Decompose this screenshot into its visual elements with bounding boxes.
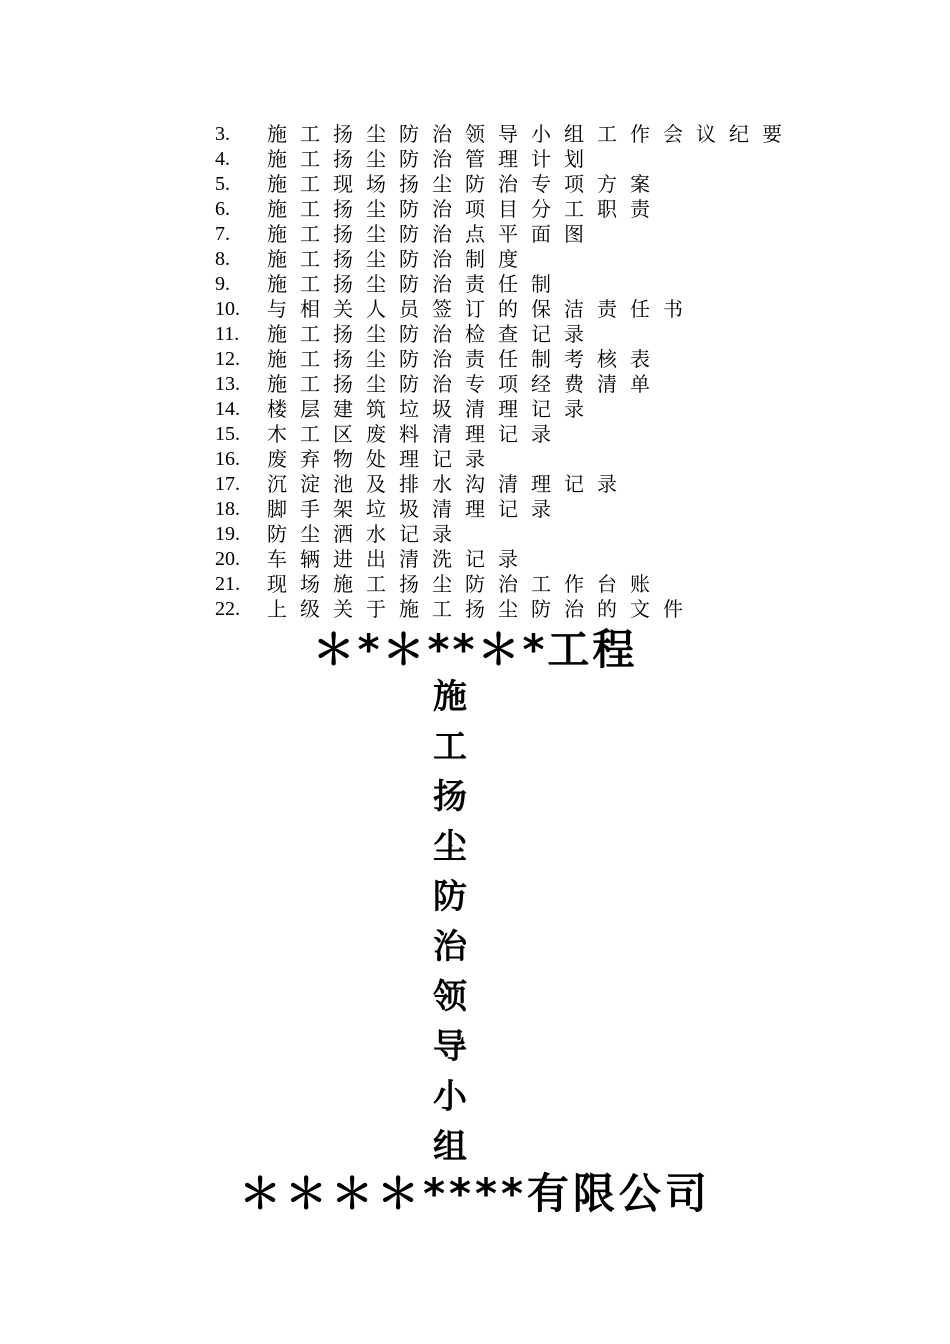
vertical-title xyxy=(425,672,475,1172)
toc-item-title: 防尘洒水记录 xyxy=(267,522,465,546)
toc-item xyxy=(215,472,815,497)
vertical-title-char: 尘 xyxy=(433,827,467,867)
toc-item-number: 12. xyxy=(215,348,240,370)
toc-item-number: 7. xyxy=(215,223,230,245)
toc-item xyxy=(215,397,815,422)
vertical-title-char: 组 xyxy=(433,1127,467,1167)
toc-item xyxy=(215,372,815,397)
toc-item-number: 11. xyxy=(215,323,240,345)
vertical-title-char: 施 xyxy=(433,677,467,717)
toc-item-title: 施工扬尘防治责任制考核表 xyxy=(267,347,663,371)
toc-item xyxy=(215,272,815,297)
toc-item-number: 21. xyxy=(215,573,240,595)
toc-item-number: 20. xyxy=(215,548,240,570)
toc-item-number: 13. xyxy=(215,373,240,395)
vertical-title-char: 工 xyxy=(433,727,467,767)
toc-item-number: 16. xyxy=(215,448,240,470)
toc-item-title: 木工区废料清理记录 xyxy=(267,422,564,446)
vertical-title-char: 治 xyxy=(433,927,467,967)
toc-item-title: 楼层建筑垃圾清理记录 xyxy=(267,397,597,421)
toc-item xyxy=(215,322,815,347)
toc-item-number: 6. xyxy=(215,198,230,220)
toc-item xyxy=(215,347,815,372)
toc-item xyxy=(215,522,815,547)
toc-item-number: 17. xyxy=(215,473,240,495)
toc-item-title: 现场施工扬尘防治工作台账 xyxy=(267,572,663,596)
table-of-contents xyxy=(215,122,815,622)
toc-item-title: 车辆进出清洗记录 xyxy=(267,547,531,571)
vertical-title-char: 小 xyxy=(433,1077,467,1117)
toc-item-title: 施工扬尘防治领导小组工作会议纪要 xyxy=(267,122,795,146)
toc-item-title: 与相关人员签订的保洁责任书 xyxy=(267,297,696,321)
vertical-title-char: 防 xyxy=(433,877,467,917)
toc-item xyxy=(215,422,815,447)
toc-item-number: 22. xyxy=(215,598,240,620)
toc-item xyxy=(215,197,815,222)
toc-item-number: 10. xyxy=(215,298,240,320)
toc-item xyxy=(215,597,815,622)
toc-item-title: 沉淀池及排水沟清理记录 xyxy=(267,472,630,496)
vertical-title-char: 领 xyxy=(433,977,467,1017)
toc-item-title: 施工现场扬尘防治专项方案 xyxy=(267,172,663,196)
toc-item-number: 3. xyxy=(215,123,230,145)
toc-item-title: 施工扬尘防治项目分工职责 xyxy=(267,197,663,221)
toc-item xyxy=(215,172,815,197)
vertical-title-char: 扬 xyxy=(433,777,467,817)
project-title: ＊*＊**＊*工程 xyxy=(312,625,638,674)
toc-item-number: 19. xyxy=(215,523,240,545)
toc-item-number: 15. xyxy=(215,423,240,445)
toc-item-title: 施工扬尘防治点平面图 xyxy=(267,222,597,246)
toc-item-title: 脚手架垃圾清理记录 xyxy=(267,497,564,521)
toc-item-title: 施工扬尘防治专项经费清单 xyxy=(267,372,663,396)
toc-item xyxy=(215,122,815,147)
toc-item xyxy=(215,297,815,322)
toc-item-title: 施工扬尘防治制度 xyxy=(267,247,531,271)
toc-item xyxy=(215,222,815,247)
toc-item-number: 18. xyxy=(215,498,240,520)
toc-item xyxy=(215,447,815,472)
toc-item-number: 4. xyxy=(215,148,230,170)
vertical-title-char: 导 xyxy=(433,1027,467,1067)
toc-item xyxy=(215,247,815,272)
toc-item-title: 上级关于施工扬尘防治的文件 xyxy=(267,597,696,621)
toc-item-number: 9. xyxy=(215,273,230,295)
toc-item xyxy=(215,147,815,172)
toc-item-number: 5. xyxy=(215,173,230,195)
toc-item-title: 施工扬尘防治管理计划 xyxy=(267,147,597,171)
toc-item-number: 8. xyxy=(215,248,230,270)
toc-item-title: 废弃物处理记录 xyxy=(267,447,498,471)
toc-item-title: 施工扬尘防治检查记录 xyxy=(267,322,597,346)
toc-item-number: 14. xyxy=(215,398,240,420)
toc-item xyxy=(215,547,815,572)
toc-item xyxy=(215,497,815,522)
toc-item-title: 施工扬尘防治责任制 xyxy=(267,272,564,296)
toc-item xyxy=(215,572,815,597)
company-name: ＊＊＊＊****有限公司 xyxy=(239,1169,711,1218)
